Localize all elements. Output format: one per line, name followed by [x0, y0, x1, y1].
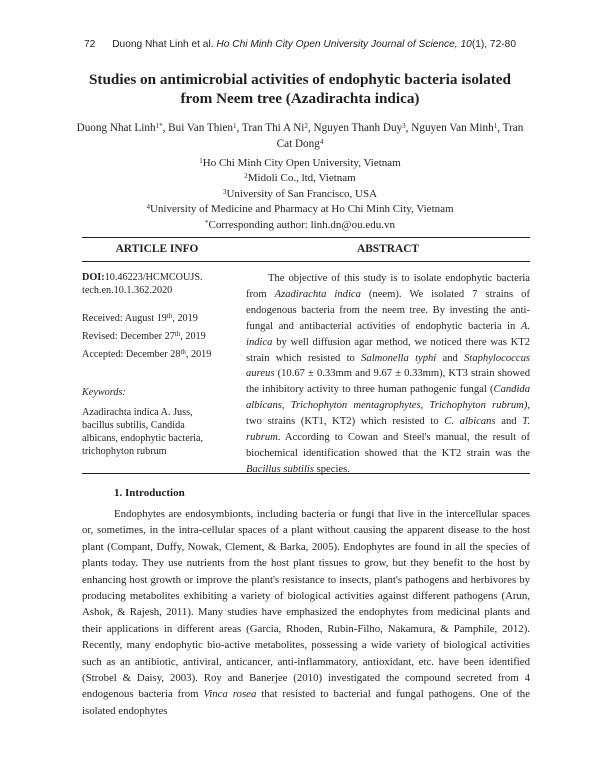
- doi-value[interactable]: 10.46223/HCMCOUJS. tech.en.10.1.362.2020: [82, 272, 203, 296]
- author-list: Duong Nhat Linh$^{1*}$, Bui Van Thien$^1$, Tran Thi A Ni$^2$, Nguyen Thanh Duy$^3$, Nguyen Van Minh$^1$, Tran Cat Dong$^4$: [76, 122, 524, 150]
- affiliation: [60, 202, 540, 217]
- abstract-heading: ABSTRACT: [356, 243, 420, 255]
- article-info-heading: ARTICLE INFO: [115, 243, 199, 255]
- author-name: Nguyen Thanh Duy: [313, 122, 403, 134]
- date-sup: th: [174, 330, 181, 338]
- author-name: Tran Cat Dong: [276, 122, 524, 150]
- affiliation-text: Corresponding author: linh.dn@ou.edu.vn: [208, 218, 395, 231]
- affiliation-sup: 4: [146, 203, 150, 212]
- top-rule: [82, 237, 530, 238]
- introduction-body: [82, 506, 530, 719]
- header-rule: [82, 261, 530, 262]
- doi-label: DOI:: [82, 272, 105, 283]
- affiliation-sup: 1: [199, 157, 203, 165]
- body-text: Endophytes are endosymbionts, including bacteria or fungi that live in the intercellular spaces or, sometimes, in the intra-cellular spaces of a plant without causing the apparent disease to the host plant (Compant, Duffy, Nowak, Clement, & Barka, 2005). Endophytes are found in all the species of plants today. They use nutrients from the host plant tissues to grow, but they benefit to the host by enhancing host growth or improve the plant's resistance to insects, plant's pathogens and herbivores by producing metabolites exhibiting a variety of biological activities against different pathogens (Arun, Ashok, & Rajesh, 2011). Many studies have emphasized the endophytes from medicinal plants and their applications in different areas (Garcia, Rhoden, Rubin-Filho, Nakamura, & Pamphile, 2012). Recently, many endophytic bio-active metabolites, possessing a wide variety of biological activities such as an antibiotic, antiviral, anticancer, anti-inflammatory, antioxidant, etc. have been identified (Strobel & Daisy, 2003). Roy and Banerjee (2010) investigated the compound secreted from 4 endogenous bacteria from: [82, 508, 530, 701]
- author-sup: 2: [304, 122, 308, 130]
- abstract-text: species.: [313, 463, 350, 475]
- revised-year: , 2019: [180, 331, 206, 342]
- abstract-italic: Salmonella typhi: [361, 352, 437, 364]
- revised-date: [82, 330, 232, 343]
- affiliation-sup: 2: [244, 172, 248, 181]
- abstract-italic: Staphylococcus aureus: [246, 352, 530, 380]
- title-line-2: from Neem tree (Azadirachta indica): [180, 90, 420, 107]
- body-italic: Vinca rosea: [203, 688, 257, 701]
- doi: [82, 271, 232, 297]
- abstract-text: (neem). We isolated 7 strains of endogenous bacteria from the neem tree. By investing the anti-fungal and antibacterial activities of endophytic bacteria in: [246, 288, 530, 332]
- received-year: , 2019: [172, 313, 198, 324]
- affiliation: [60, 187, 540, 202]
- affiliation-list: [60, 156, 540, 233]
- abstract-italic: T. rubrum: [246, 416, 531, 444]
- author-sup: 3: [402, 122, 406, 130]
- abstract-body: [246, 271, 530, 478]
- abstract-italic: Bacillus subtilis: [246, 463, 314, 475]
- keywords-list: Azadirachta indica A. Juss, bacillus subtilis, Candida albicans, endophytic bacteria, trichophyton rubrum: [82, 407, 204, 457]
- revised-label: Revised: December 27: [82, 331, 175, 342]
- abstract-text: two strains (KT1, KT2) which resisted to: [246, 416, 445, 428]
- author-sup: 1: [233, 122, 237, 130]
- affiliation-text: University of San Francisco, USA: [226, 187, 378, 200]
- accepted-label: Accepted: December 28: [82, 349, 181, 360]
- affiliation-text: Midoli Co., ltd, Vietnam: [247, 172, 356, 185]
- affiliation-text: Ho Chi Minh City Open University, Vietnam: [202, 157, 401, 169]
- received-date: [82, 312, 232, 325]
- author-name: Duong Nhat Linh: [76, 122, 156, 134]
- page-number: 72: [84, 39, 96, 50]
- journal-issue-pages: (1), 72-80: [471, 39, 516, 50]
- affiliation-sup: 3: [222, 187, 227, 196]
- affiliation: [60, 171, 540, 186]
- author-name: Tran Thi A Ni: [241, 122, 305, 134]
- date-sup: th: [166, 312, 173, 320]
- abstract-text: The objective of this study is to isolate endophytic bacteria from: [246, 273, 530, 300]
- author-sup: 1*: [155, 122, 163, 130]
- accepted-date: [82, 348, 232, 361]
- abstract-italic: C. albicans: [444, 416, 496, 428]
- date-sup: th: [180, 348, 186, 356]
- author-sup: 1: [493, 122, 498, 130]
- affiliation: [60, 156, 540, 171]
- abstract-text: . According to Cowan and Steel's manual, the result of biochemical identification showed that the KT2 strain was the: [246, 432, 530, 459]
- abstract-text: by well diffusion agar method, we noticed there was KT2 strain which resisted to: [246, 336, 530, 364]
- title-line-1: Studies on antimicrobial activities of endophytic bacteria isolated: [88, 71, 511, 88]
- corresponding-author: [60, 218, 540, 233]
- abstract-italic: Azadirachta indica: [274, 288, 361, 300]
- abstract-italic: A. indica: [246, 320, 530, 348]
- paper-title: [60, 70, 540, 108]
- running-head-authors: Duong Nhat Linh et al.: [112, 39, 214, 50]
- abstract-text: and: [436, 352, 465, 364]
- journal-volume: 10: [460, 39, 472, 50]
- abstract-text: (10.67 ± 0.33mm and 9.67 ± 0.33mm), KT3 strain showed the inhibitory activity to three human pathogenic fungal (: [246, 368, 530, 396]
- abstract-text: and: [495, 416, 523, 428]
- keywords-label: Keywords:: [82, 387, 126, 398]
- running-head: [84, 39, 516, 50]
- affiliation-text: University of Medicine and Pharmacy at Ho Chi Minh City, Vietnam: [149, 203, 454, 216]
- journal-name: Ho Chi Minh City Open University Journal of Science,: [216, 39, 458, 50]
- accepted-year: , 2019: [185, 349, 212, 360]
- received-label: Received: August 19: [82, 313, 167, 324]
- author-sup: 4: [319, 138, 324, 146]
- abstract-italic: Candida albicans, Trichophyton mentagrophytes, Trichophyton rubrum),: [246, 384, 530, 412]
- affiliation-sup: *: [205, 218, 209, 227]
- introduction-heading: 1. Introduction: [114, 487, 185, 499]
- body-text: that resisted to bacterial and fungal pathogens. One of the isolated endophytes: [82, 688, 530, 717]
- author-name: Nguyen Van Minh: [411, 122, 494, 134]
- author-name: Bui Van Thien: [168, 122, 234, 134]
